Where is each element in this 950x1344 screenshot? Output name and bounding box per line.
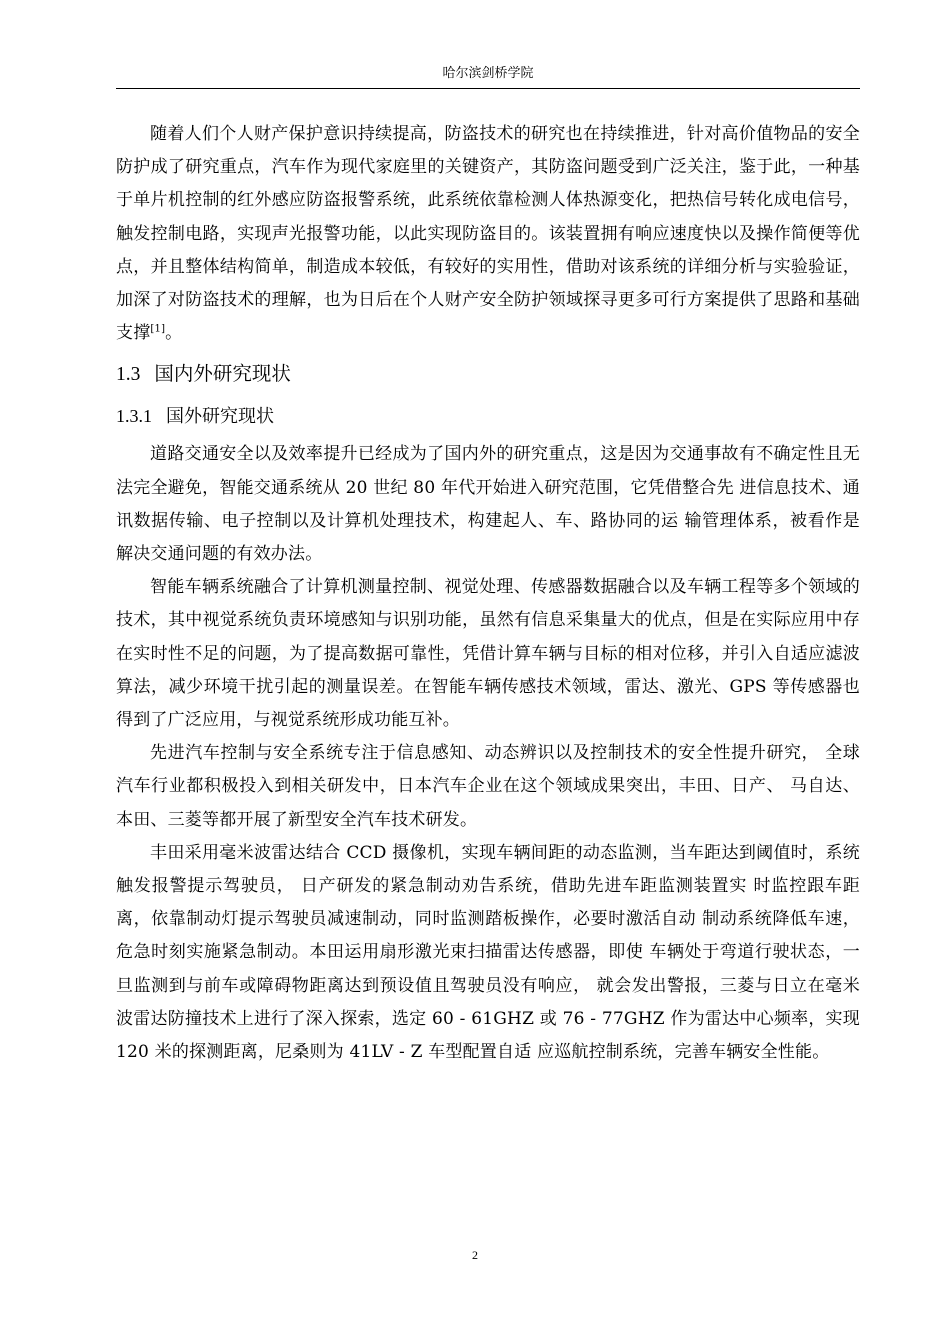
section-title: 国内外研究现状 (154, 362, 291, 386)
citation-reference[interactable]: [1] (150, 323, 166, 335)
subsection-number: 1.3.1 (116, 406, 152, 427)
intro-paragraph (116, 118, 860, 350)
body-paragraph: 智能车辆系统融合了计算机测量控制、视觉处理、传感器数据融合以及车辆工程等多个领域的技术，其中视觉系统负责环境感知与识别功能，虽然有信息采集量大的优点，但是在实际应用中存在实时性不足的问题，为了提高数据可靠性，凭借计算车辆与目标的相对位移，并引入自适应滤波算法，减少环境干扰引起的测量误差。在智能车辆传感技术领域，雷达、激光、GPS 等传感器也得到了广泛应用，与视觉系统形成功能互补。 (116, 577, 860, 731)
intro-paragraph-end: 。 (165, 323, 183, 344)
subsection-heading-1-3-1 (116, 399, 860, 434)
page-header (116, 64, 860, 89)
subsection-title: 国外研究现状 (166, 406, 274, 428)
section-number: 1.3 (116, 364, 141, 386)
page-number: 2 (472, 1248, 478, 1262)
body-paragraph: 道路交通安全以及效率提升已经成为了国内外的研究重点，这是因为交通事故有不确定性且无法完全避免，智能交通系统从 20 世纪 80 年代开始进入研究范围，它凭借整合先 进信息技术、通讯数据传输、电子控制以及计算机处理技术，构建起人、车、路协同的运 输管理体系，被看作是解决交通问题的有效办法。 (116, 444, 860, 565)
section-heading-1-3 (116, 356, 860, 393)
body-paragraph: 先进汽车控制与安全系统专注于信息感知、动态辨识以及控制技术的安全性提升研究， 全球汽车行业都积极投入到相关研发中，日本汽车企业在这个领域成果突出，丰田、日产、 马自达、本田、三菱等都开展了新型安全汽车技术研发。 (116, 743, 860, 830)
body-paragraph: 丰田采用毫米波雷达结合 CCD 摄像机，实现车辆间距的动态监测，当车距达到阈值时，系统触发报警提示驾驶员， 日产研发的紧急制动劝告系统，借助先进车距监测装置实 时监控跟车距离，依靠制动灯提示驾驶员减速制动，同时监测踏板操作，必要时激活自动 制动系统降低车速，危急时刻实施紧急制动。本田运用扇形激光束扫描雷达传感器，即使 车辆处于弯道行驶状态，一旦监测到与前车或障碍物距离达到预设值且驾驶员没有响应， 就会发出警报，三菱与日立在毫米波雷达防撞技术上进行了深入探索，选定 60 - 61GHZ 或 76 - 77GHZ 作为雷达中心频率，实现 120 米的探测距离，尼桑则为 41LV - Z 车型配置自适 应巡航控制系统，完善车辆安全性能。 (116, 842, 860, 1063)
page-content (116, 118, 860, 1069)
intro-paragraph-text: 随着人们个人财产保护意识持续提高，防盗技术的研究也在持续推进，针对高价值物品的安全防护成了研究重点，汽车作为现代家庭里的关键资产，其防盗问题受到广泛关注，鉴于此，一种基于单片机控制的红外感应防盗报警系统，此系统依靠检测人体热源变化，把热信号转化成电信号，触发控制电路，实现声光报警功能，以此实现防盗目的。该装置拥有响应速度快以及操作简便等优点，并且整体结构简单，制造成本较低，有较好的实用性，借助对该系统的详细分析与实验验证，加深了对防盗技术的理解，也为日后在个人财产安全防护领域探寻更多可行方案提供了思路和基础支撑 (116, 124, 860, 344)
header-title: 哈尔滨剑桥学院 (442, 66, 534, 81)
